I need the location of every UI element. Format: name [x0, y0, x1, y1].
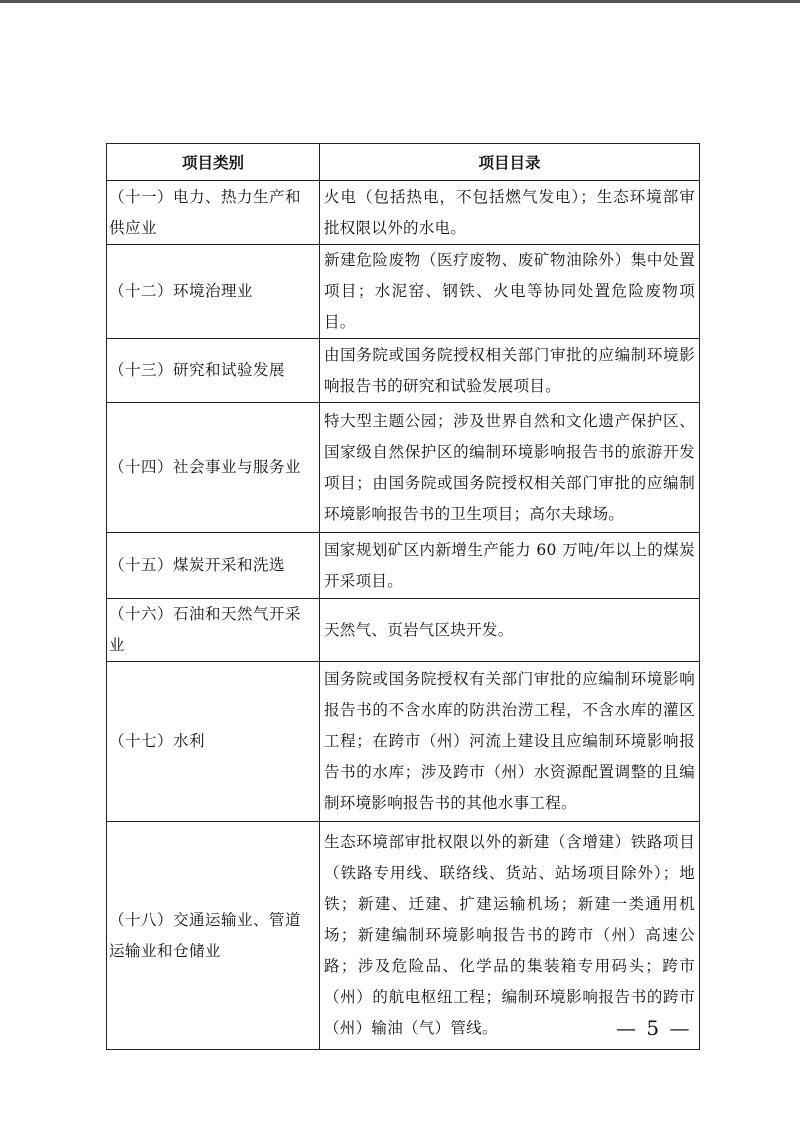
project-catalog-table-container: [106, 143, 699, 1050]
category-cell: （十二）环境治理业: [107, 245, 320, 339]
list-cell: 由国务院或国务院授权相关部门审批的应编制环境影响报告书的研究和试验发展项目。: [320, 339, 700, 403]
table-row: [107, 181, 700, 245]
header-project-list: 项目目录: [320, 144, 700, 181]
table-row: [107, 403, 700, 533]
list-cell: 国家规划矿区内新增生产能力 60 万吨/年以上的煤炭开采项目。: [320, 533, 700, 599]
page-number: — 5 —: [616, 1016, 692, 1040]
table-row: [107, 339, 700, 403]
category-cell: （十八）交通运输业、管道运输业和仓储业: [107, 822, 320, 1050]
list-cell: 国务院或国务院授权有关部门审批的应编制环境影响报告书的不含水库的防洪治涝工程，不含水库的灌区工程；在跨市（州）河流上建设且应编制环境影响报告书的水库；涉及跨市（州）水资源配置调整的且编制环境影响报告书的其他水事工程。: [320, 662, 700, 822]
category-cell: （十一）电力、热力生产和供应业: [107, 181, 320, 245]
table-row: [107, 822, 700, 1050]
table-row: [107, 599, 700, 662]
table-row: [107, 533, 700, 599]
table-row: [107, 245, 700, 339]
list-cell: 火电（包括热电，不包括燃气发电）；生态环境部审批权限以外的水电。: [320, 181, 700, 245]
category-cell: （十五）煤炭开采和洗选: [107, 533, 320, 599]
list-cell: 生态环境部审批权限以外的新建（含增建）铁路项目（铁路专用线、联络线、货站、站场项目除外）；地铁；新建、迁建、扩建运输机场；新建一类通用机场；新建编制环境影响报告书的跨市（州）高速公路；涉及危险品、化学品的集装箱专用码头；跨市（州）的航电枢纽工程；编制环境影响报告书的跨市（州）输油（气）管线。: [320, 822, 700, 1050]
category-cell: （十四）社会事业与服务业: [107, 403, 320, 533]
header-project-category: 项目类别: [107, 144, 320, 181]
table-header-row: [107, 144, 700, 181]
category-cell: （十六）石油和天然气开采业: [107, 599, 320, 662]
list-cell: 特大型主题公园；涉及世界自然和文化遗产保护区、国家级自然保护区的编制环境影响报告书的旅游开发项目；由国务院或国务院授权相关部门审批的应编制环境影响报告书的卫生项目；高尔夫球场。: [320, 403, 700, 533]
list-cell: 新建危险废物（医疗废物、废矿物油除外）集中处置项目；水泥窑、钢铁、火电等协同处置危险废物项目。: [320, 245, 700, 339]
list-cell: 天然气、页岩气区块开发。: [320, 599, 700, 662]
scan-top-edge: [0, 0, 800, 10]
category-cell: （十三）研究和试验发展: [107, 339, 320, 403]
project-catalog-table: [106, 143, 700, 1050]
table-row: [107, 662, 700, 822]
category-cell: （十七）水利: [107, 662, 320, 822]
